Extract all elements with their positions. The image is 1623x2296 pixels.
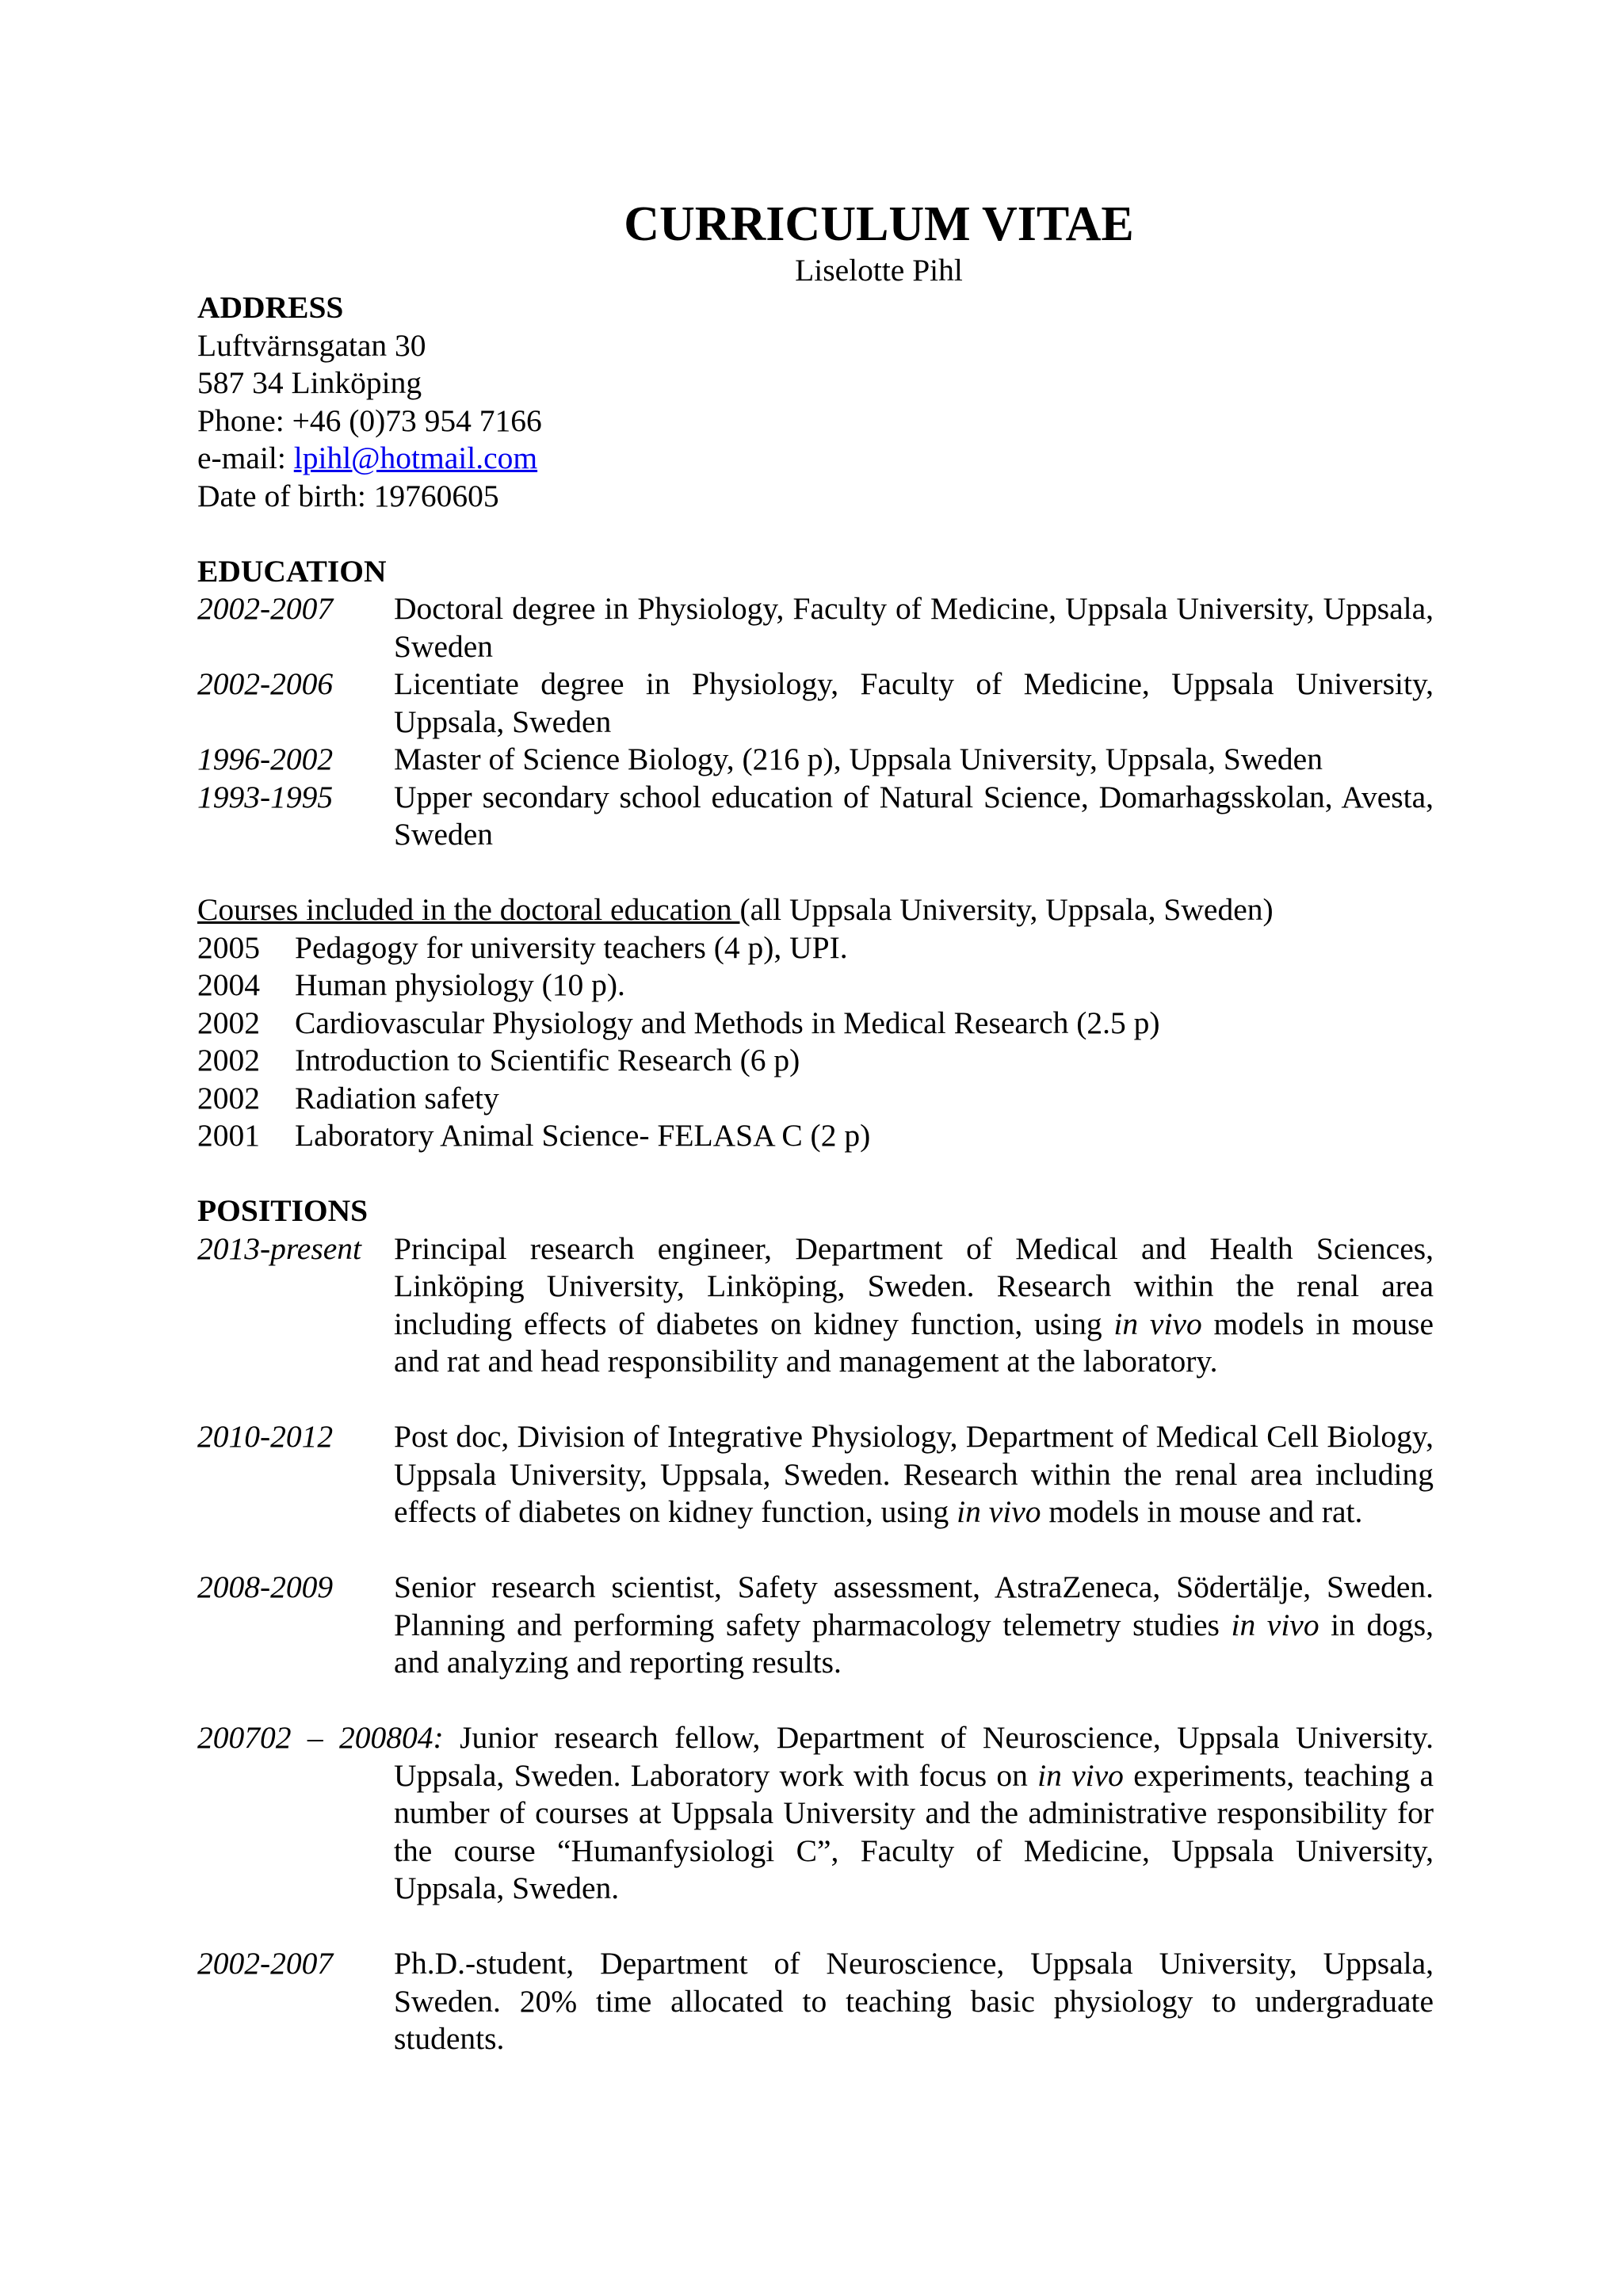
courses-heading-underlined: Courses included in the doctoral education (197, 892, 740, 927)
position-date: 2008-2009 (197, 1569, 334, 1604)
course-item (197, 1117, 1434, 1155)
person-name: Liselotte Pihl (795, 253, 963, 288)
address-phone: Phone: +46 (0)73 954 7166 (197, 402, 542, 438)
position-entry (197, 1945, 1434, 2058)
course-year: 2005 (197, 929, 260, 965)
address-dob: Date of birth: 19760605 (197, 478, 499, 513)
education-date: 1993-1995 (197, 779, 334, 814)
education-date: 2002-2006 (197, 666, 334, 701)
course-item (197, 929, 1434, 967)
education-entry (197, 590, 1434, 666)
email-label: e-mail: (197, 441, 294, 475)
course-year: 2002 (197, 1043, 260, 1077)
address-heading: ADDRESS (197, 290, 344, 325)
spacer (197, 1682, 1434, 1720)
course-item (197, 1005, 1434, 1043)
page-title: CURRICULUM VITAE (624, 197, 1134, 251)
education-date: 2002-2007 (197, 591, 334, 626)
course-name: Human physiology (10 p). (295, 967, 625, 1002)
education-entry (197, 741, 1434, 779)
courses-heading-rest: (all Uppsala University, Uppsala, Sweden) (739, 892, 1274, 927)
course-year: 2002 (197, 1080, 260, 1116)
education-text: Doctoral degree in Physiology, Faculty of Medicine, Uppsala University, Uppsala, Sweden (394, 591, 1434, 664)
spacer (197, 854, 1434, 892)
position-entry (197, 1719, 1434, 1908)
position-text-italic: in vivo (957, 1494, 1041, 1529)
position-text-italic: in vivo (1231, 1607, 1319, 1642)
position-text (394, 1569, 1434, 1682)
position-text-part: models in mouse and rat and head responsibility and management at the laboratory. (394, 1306, 1434, 1379)
position-text-part: in dogs, and analyzing and reporting results. (394, 1607, 1434, 1680)
education-text: Upper secondary school education of Natural Science, Domarhagsskolan, Avesta, Sweden (394, 779, 1434, 852)
course-name: Pedagogy for university teachers (4 p), UPI. (295, 929, 848, 965)
position-text (394, 1230, 1434, 1381)
course-item (197, 967, 1434, 1005)
cv-page (197, 196, 1434, 2058)
course-name: Introduction to Scientific Research (6 p) (295, 1043, 800, 1077)
course-item (197, 1080, 1434, 1118)
spacer (197, 1381, 1434, 1419)
education-text: Master of Science Biology, (216 p), Uppsala University, Uppsala, Sweden (394, 742, 1323, 776)
spacer (197, 515, 1434, 553)
position-text-italic: in vivo (1113, 1306, 1202, 1341)
education-text: Licentiate degree in Physiology, Faculty of Medicine, Uppsala University, Uppsala, Sweden (394, 666, 1434, 739)
position-text-part: Principal research engineer, Department of Medical and Health Sciences, Linköping University, Linköping, Sweden. Research within the renal area including effects of diabetes on kidney function, using (394, 1230, 1434, 1341)
course-year: 2001 (197, 1118, 260, 1153)
address-street: Luftvärnsgatan 30 (197, 327, 426, 363)
courses-heading (197, 891, 1434, 929)
education-entry (197, 779, 1434, 854)
position-date: 200702 – 200804: (197, 1720, 444, 1755)
course-name: Laboratory Animal Science- FELASA C (2 p) (295, 1118, 871, 1153)
course-year: 2002 (197, 1005, 260, 1040)
address-postal: 587 34 Linköping (197, 365, 422, 400)
position-date: 2010-2012 (197, 1419, 334, 1454)
position-date: 2013-present (197, 1230, 361, 1266)
email-link[interactable]: lpihl@hotmail.com (293, 441, 538, 475)
position-text-part: Post doc, Division of Integrative Physiology, Department of Medical Cell Biology, Uppsala University, Uppsala, Sweden. Research within the renal area including effects of diabetes on kidney function, using (394, 1419, 1434, 1529)
position-text (394, 1945, 1434, 2058)
address-email-line (197, 440, 1434, 478)
position-date: 2002-2007 (197, 1946, 334, 1981)
position-text-part: experiments, teaching a number of courses at Uppsala University and the administrative responsibility for the course “Humanfysiologi C”, Faculty of Medicine, Uppsala University, Uppsala, Sweden. (394, 1757, 1434, 1905)
position-text-part: Junior research fellow, Department of Neuroscience, Uppsala University. Uppsala, Sweden. Laboratory work with focus on (394, 1720, 1434, 1793)
position-entry (197, 1569, 1434, 1682)
position-text-part: Senior research scientist, Safety assessment, AstraZeneca, Södertälje, Sweden. Planning and performing safety pharmacology telemetry studies (394, 1569, 1434, 1642)
education-heading: EDUCATION (197, 553, 387, 589)
position-text-italic: in vivo (1037, 1757, 1124, 1793)
position-text-part: Ph.D.-student, Department of Neuroscience, Uppsala University, Uppsala, Sweden. 20% time allocated to teaching basic physiology to undergraduate students. (394, 1946, 1434, 2056)
spacer (197, 1908, 1434, 1946)
position-text-part: models in mouse and rat. (1041, 1494, 1363, 1529)
course-name: Radiation safety (295, 1080, 499, 1116)
position-entry (197, 1418, 1434, 1531)
positions-heading: POSITIONS (197, 1193, 369, 1228)
course-name: Cardiovascular Physiology and Methods in Medical Research (2.5 p) (295, 1005, 1160, 1040)
course-item (197, 1042, 1434, 1080)
spacer (197, 1155, 1434, 1193)
education-entry (197, 666, 1434, 741)
position-text (394, 1418, 1434, 1531)
spacer (197, 1531, 1434, 1569)
education-date: 1996-2002 (197, 742, 334, 776)
position-entry (197, 1230, 1434, 1381)
course-year: 2004 (197, 967, 260, 1002)
